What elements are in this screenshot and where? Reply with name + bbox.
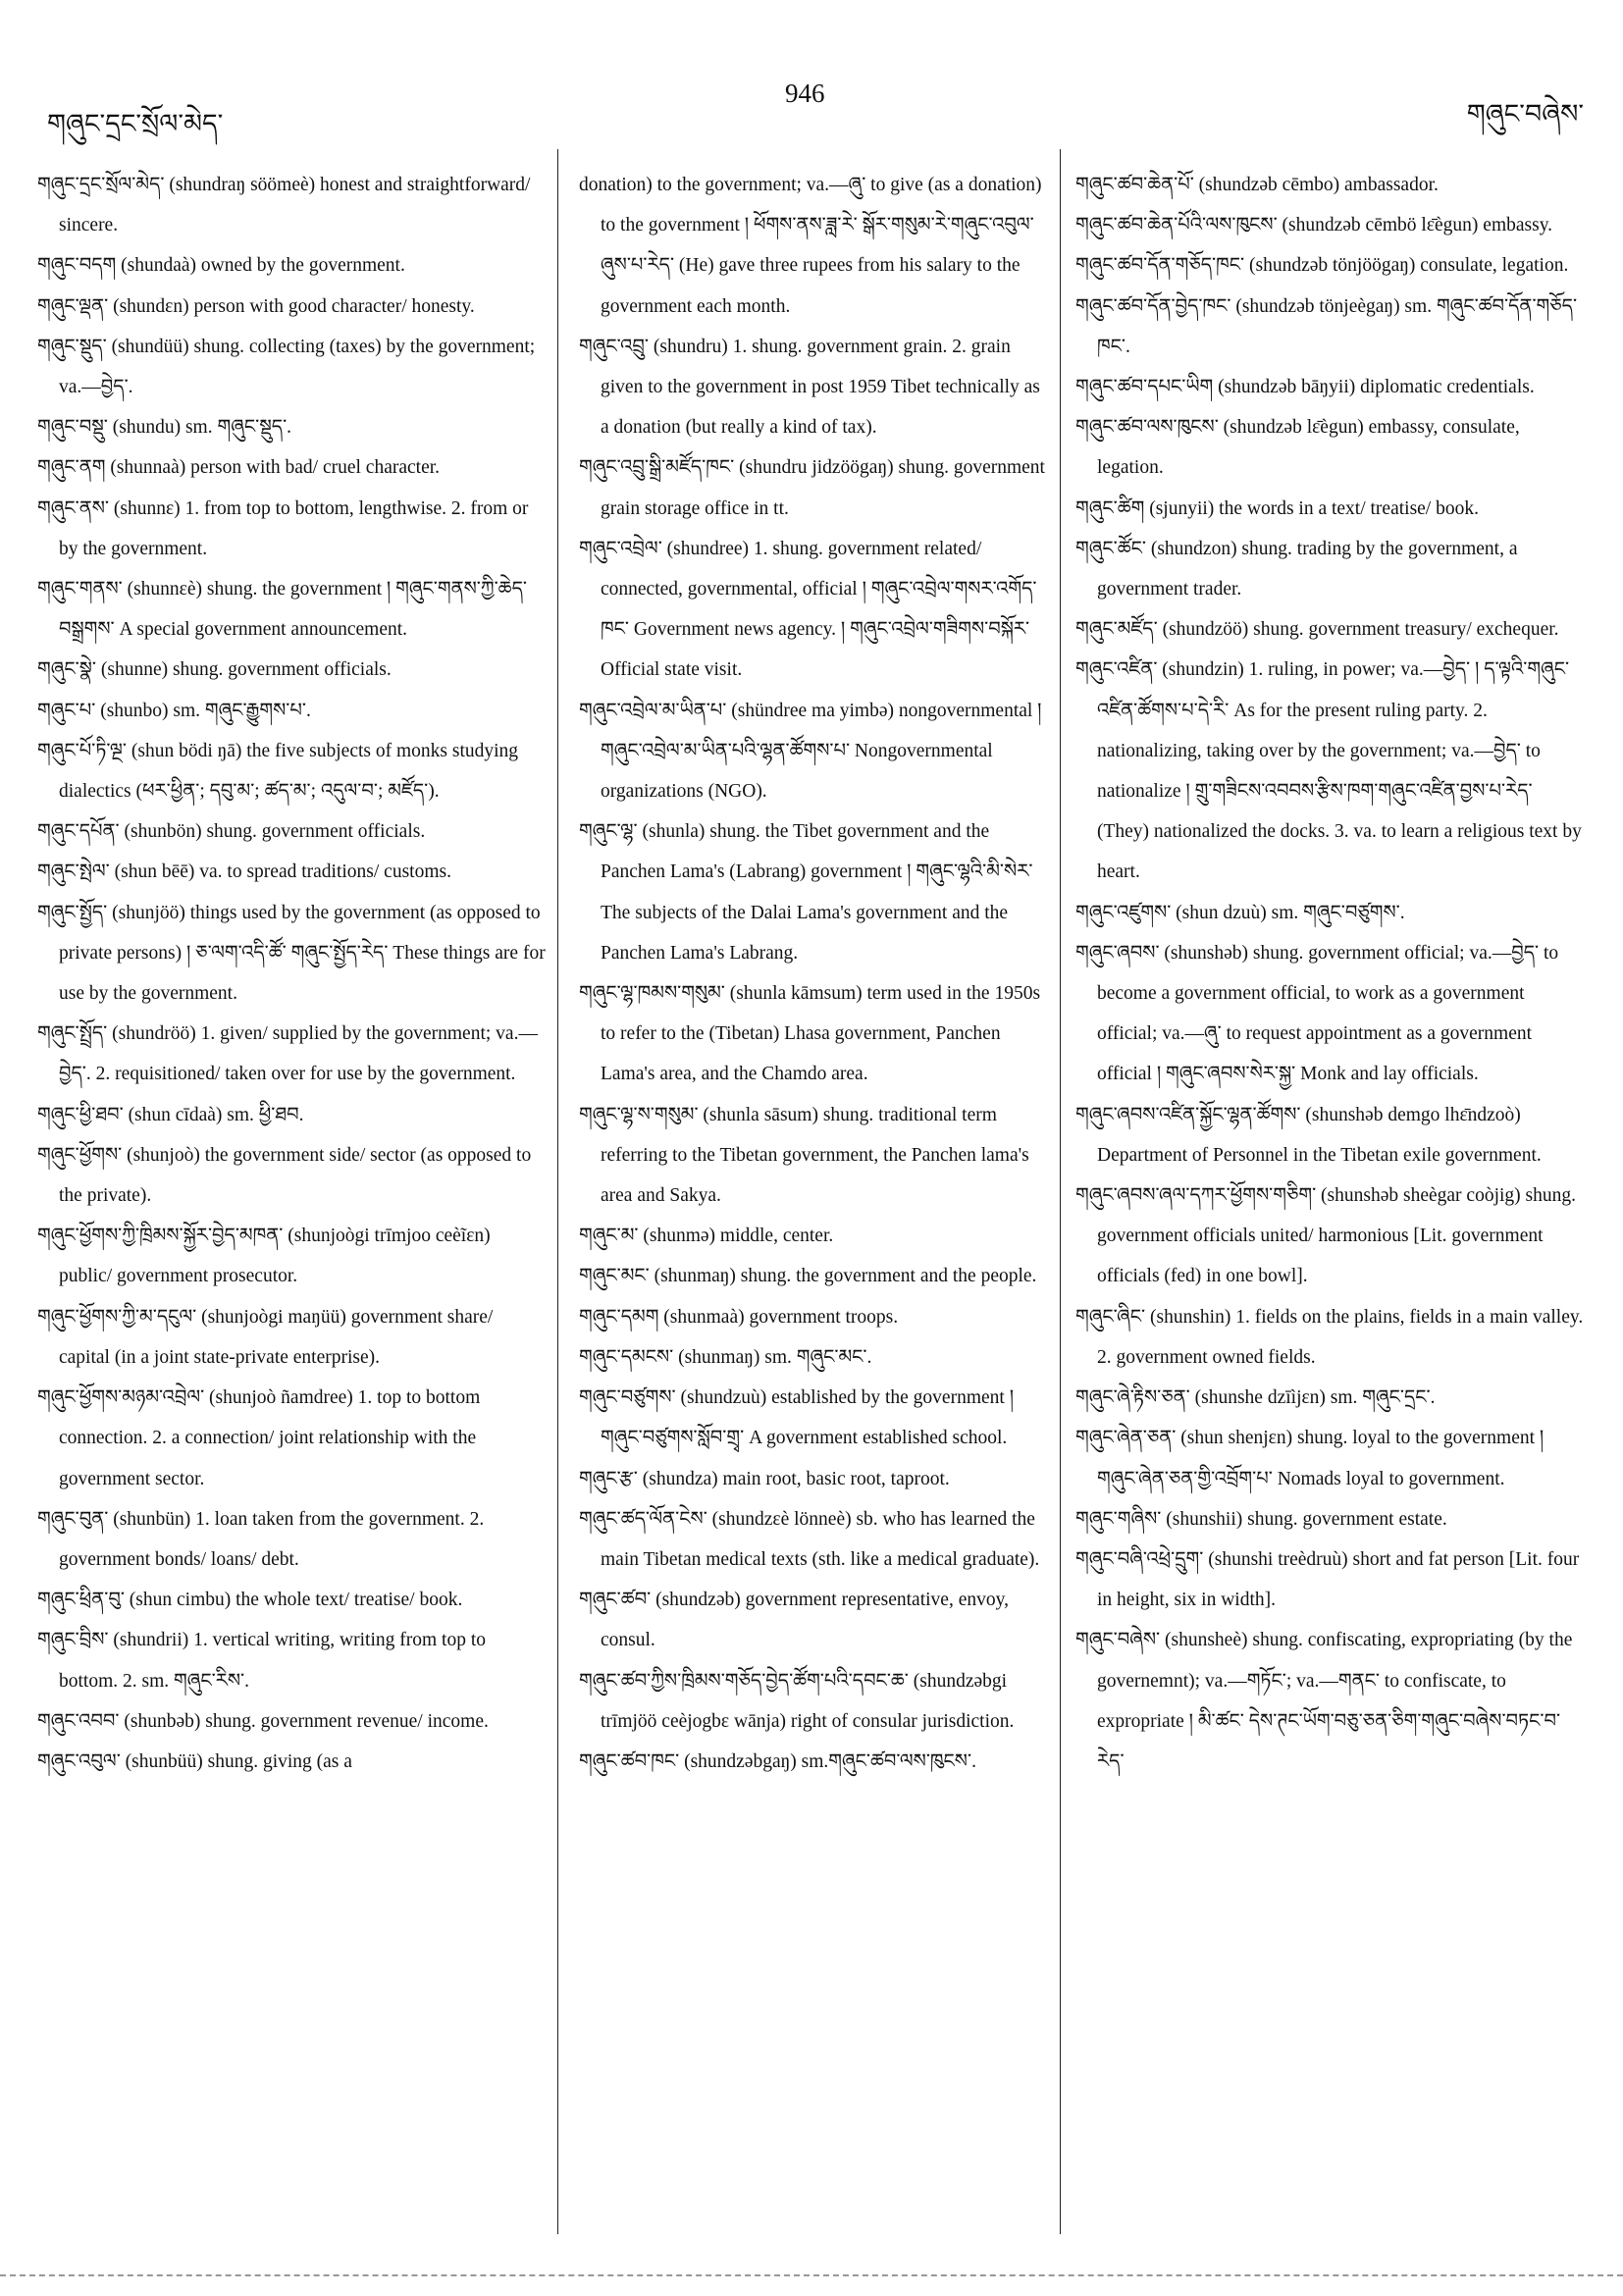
- dictionary-entry: གཞུང་ཞེ་རྟིས་ཅན་ (shunshe dzīìjɛn) sm. གཞུང་དྲང་.: [1075, 1387, 1436, 1409]
- dictionary-entry: གཞུང་འབྲུ་སྒྲི་མཛོད་ཁང་ (shundru jidzöögaŋ) shung. government grain storage office in tt.: [579, 457, 1045, 519]
- dictionary-entry: གཞུང་བདག (shundaà) owned by the government.: [37, 255, 405, 277]
- header-left-title: གཞུང་དྲང་སྲོལ་མེད་: [47, 109, 224, 139]
- dictionary-entry: གཞུང་སྤེལ་ (shun bēē) va. to spread traditions/ customs.: [37, 861, 451, 883]
- dictionary-entry: གཞུང་ཕྱི་ཐབ་ (shun cīdaà) sm. ཕྱི་ཐབ.: [37, 1104, 304, 1125]
- dictionary-entry: གཞུང་འབབ་ (shunbəb) shung. government revenue/ income.: [37, 1710, 489, 1732]
- dictionary-entry: གཞུང་ཚིག (sjunyii) the words in a text/ treatise/ book.: [1075, 497, 1479, 519]
- dictionary-entry: གཞུང་ཚབ་དཔང་ཡིག (shundzəb bāŋyii) diplomatic credentials.: [1075, 377, 1535, 398]
- dictionary-entry: གཞུང་གནས་ (shunnɛè) shung. the government ། གཞུང་གནས་ཀྱི་ཆེད་བསྒྲགས་ A special government announcement.: [37, 579, 527, 641]
- dictionary-entry: གཞུང་ཕྱོགས་ཀྱི་མ་དངུལ་ (shunjoògi maŋüü) government share/ capital (in a joint state-private enterprise).: [37, 1306, 494, 1368]
- dictionary-entry: གཞུང་མ་ (shunmə) middle, center.: [579, 1226, 834, 1247]
- dictionary-entry: གཞུང་ཕྱོགས་མཉམ་འབྲེལ་ (shunjoò ñamdree) 1. top to bottom connection. 2. a connection/ joint relationship with the government sector.: [37, 1387, 481, 1489]
- dictionary-entry: གཞུང་ལྷ་ས་གསུམ་ (shunla sāsum) shung. traditional term referring to the Tibetan government, the Panchen lama's area and Sakya.: [579, 1104, 1029, 1207]
- dictionary-entry: གཞུང་བཞི་འཕྲེ་དྲུག་ (shunshi treèdruù) short and fat person [Lit. four in height, six in width].: [1075, 1548, 1580, 1611]
- dictionary-entry: གཞུང་བཞེས་ (shunsheè) shung. confiscating, expropriating (by the governemnt); va.—གཏོང་; va.—གནང་ to confiscate, to expropriate ། མི་ཚང་ དེས་ཊང་ཡོག་བཅུ་ཅན་ཅིག་གཞུང་བཞེས་བཏང་བ་རེད་: [1075, 1630, 1573, 1772]
- page-bottom-rule: [0, 2274, 1623, 2276]
- dictionary-entry: གཞུང་གཞིས་ (shunshii) shung. government estate.: [1075, 1508, 1447, 1530]
- dictionary-entry: གཞུང་འཛུགས་ (shun dzuù) sm. གཞུང་བཙུགས་.: [1075, 902, 1405, 923]
- column-divider: [1060, 149, 1061, 2234]
- dictionary-entry: གཞུང་འབྲེལ་ (shundree) 1. shung. government related/ connected, governmental, official ། གཞུང་འབྲེལ་གསར་འགོད་ཁང་ Government news agency. ། གཞུང་འབྲེལ་གཟིགས་བསྐོར་ Official state visit.: [579, 538, 1037, 681]
- dictionary-entry: གཞུང་ཚབ་ཀྱིས་ཁྲིམས་གཅོད་བྱེད་ཚོག་པའི་དབང་ཆ་ (shundzəbgi trīmjöö ceèjogbɛ wānja) right of consular jurisdiction.: [579, 1670, 1015, 1732]
- dictionary-entry: གཞུང་ཚབ་ (shundzəb) government representative, envoy, consul.: [579, 1590, 1009, 1651]
- dictionary-entry: གཞུང་བྲིས་ (shundrii) 1. vertical writing, writing from top to bottom. 2. sm. གཞུང་རིས་.: [37, 1630, 486, 1692]
- dictionary-entry: གཞུང་འབུལ་ (shunbüü) shung. giving (as a: [37, 1750, 352, 1772]
- dictionary-entry: གཞུང་འཛིན་ (shundzin) 1. ruling, in power; va.—བྱེད་ ། ད་ལྟའི་གཞུང་འཛིན་ཚོགས་པ་དེ་རི་ As for the present ruling party. 2. nationalizing, taking over by the government; va.—བྱེད་ to nationalize ། གྲུ་གཟིངས་འབབས་རྩིས་ཁག་གཞུང་འཛིན་བྱས་པ་རེད་ (They) nationalized the docks. 3. va. to learn a religious text by heart.: [1075, 659, 1582, 883]
- dictionary-entry: གཞུང་ཞབས་ (shunshəb) shung. government official; va.—བྱེད་ to become a government official, to work as a government official; va.—ཞུ་ to request appointment as a government official ། གཞུང་ཞབས་སེར་སྐྱ་ Monk and lay officials.: [1075, 942, 1559, 1085]
- dictionary-entry: གཞུང་ཚབ་ཆེན་པོའི་ལས་ཁུངས་ (shundzəb cēmbö lɛ̄ègun) embassy.: [1075, 215, 1553, 236]
- dictionary-entry: གཞུང་ཞབས་འཛིན་སྐྱོང་ལྷན་ཚོགས་ (shunshəb demgo lhɛ̄ndzoò) Department of Personnel in the Tibetan exile government.: [1075, 1104, 1542, 1166]
- dictionary-entry: གཞུང་ཚད་ལོན་ངེས་ (shundzɛè lönneè) sb. who has learned the main Tibetan medical texts (sth. like a medical graduate).: [579, 1508, 1040, 1570]
- dictionary-entry: གཞུང་ཚོང་ (shundzon) shung. trading by the government, a government trader.: [1075, 538, 1518, 600]
- dictionary-entry: གཞུང་པ་ (shunbo) sm. གཞུང་རྒྱུགས་པ་.: [37, 700, 311, 721]
- dictionary-entry: གཞུང་ཚབ་དོན་བྱེད་ཁང་ (shundzəb tönjeègaŋ) sm. གཞུང་ཚབ་དོན་གཅོད་ཁང་.: [1075, 295, 1578, 357]
- dictionary-entry: གཞུང་བཙུགས་ (shundzuù) established by the government ། གཞུང་བཙུགས་སློབ་གྲྭ་ A government established school.: [579, 1387, 1015, 1449]
- dictionary-entry: གཞུང་ཕྱོགས་ (shunjoò) the government side/ sector (as opposed to the private).: [37, 1144, 532, 1207]
- dictionary-entry: གཞུང་ལྷ་ (shunla) shung. the Tibet government and the Panchen Lama's (Labrang) government ། གཞུང་ལྷའི་མི་སེར་ The subjects of the Dalai Lama's government and the Panchen Lama's Labrang.: [579, 821, 1033, 964]
- dictionary-entry: གཞུང་ཞིང་ (shunshin) 1. fields on the plains, fields in a main valley. 2. government owned fields.: [1075, 1306, 1584, 1368]
- dictionary-entry: གཞུང་ནས་ (shunnɛ) 1. from top to bottom, lengthwise. 2. from or by the government.: [37, 497, 529, 559]
- dictionary-entry: གཞུང་ཚབ་ཁང་ (shundzəbgaŋ) sm.གཞུང་ཚབ་ལས་ཁུངས་.: [579, 1750, 976, 1772]
- dictionary-entry: གཞུང་སྤྱོད་ (shunjöö) things used by the government (as opposed to private persons) ། ཅ་ལག་འདི་ཚོ་ གཞུང་སྤྱོད་རེད་ These things are for use by the government.: [37, 902, 546, 1005]
- dictionary-entry: གཞུང་མང་ (shunmaŋ) shung. the government and the people.: [579, 1266, 1037, 1287]
- column-divider: [557, 149, 558, 2234]
- dictionary-entry: གཞུང་ཕྲིན་བུ་ (shun cimbu) the whole text/ treatise/ book.: [37, 1590, 463, 1611]
- dictionary-entry: གཞུང་ཚབ་ཆེན་པོ་ (shundzəb cēmbo) ambassador.: [1075, 175, 1439, 195]
- dictionary-entry: གཞུང་དམངས་ (shunmaŋ) sm. གཞུང་མང་.: [579, 1346, 872, 1368]
- column-2: [579, 165, 1046, 1782]
- dictionary-entry: གཞུང་འབྲུ་ (shundru) 1. shung. government grain. 2. grain given to the government in post 1959 Tibet technically as a donation (but really a kind of tax).: [579, 336, 1040, 439]
- dictionary-entry: གཞུང་དཔོན་ (shunbön) shung. government officials.: [37, 821, 426, 843]
- dictionary-entry: གཞུང་ལྡན་ (shundɛn) person with good character/ honesty.: [37, 295, 475, 317]
- column-3: [1075, 165, 1586, 1782]
- dictionary-entry: གཞུང་འབྲེལ་མ་ཡིན་པ་ (shündree ma yimbə) nongovernmental ། གཞུང་འབྲེལ་མ་ཡིན་པའི་ལྷན་ཚོགས་པ་ Nongovernmental organizations (NGO).: [579, 700, 1042, 803]
- dictionary-entry: གཞུང་བུན་ (shunbün) 1. loan taken from the government. 2. government bonds/ loans/ debt.: [37, 1508, 485, 1570]
- dictionary-entry: གཞུང་མཛོད་ (shundzöö) shung. government treasury/ exchequer.: [1075, 619, 1559, 641]
- dictionary-entry: གཞུང་ཚབ་ལས་ཁུངས་ (shundzəb lɛ̄ègun) embassy, consulate, legation.: [1075, 417, 1520, 479]
- column-1: [37, 165, 548, 1782]
- dictionary-entry: གཞུང་དྲང་སྲོལ་མེད་ (shundraŋ söömeè) honest and straightforward/ sincere.: [37, 175, 531, 236]
- dictionary-entry: གཞུང་སྣེ་ (shunne) shung. government officials.: [37, 659, 392, 681]
- dictionary-entry: གཞུང་སྡུད་ (shundüü) shung. collecting (taxes) by the government; va.—བྱེད་.: [37, 336, 536, 398]
- dictionary-entry: donation) to the government; va.—ཞུ་ to give (as a donation) to the government ། ཕོགས་ནས་ཟླ་རེ་ སྒོར་གསུམ་རེ་གཞུང་འབུལ་ཞུས་པ་རེད་ (He) gave three rupees from his salary to the government each month.: [579, 175, 1042, 317]
- dictionary-entry: གཞུང་པོ་ཏི་ལྔ་ (shun bödi ŋā) the five subjects of monks studying dialectics (ཕར་ཕྱིན་; དབུ་མ་; ཚད་མ་; འདུལ་བ་; མཛོད་).: [37, 740, 519, 803]
- header-right-title: གཞུང་བཞེས་: [1466, 99, 1584, 130]
- dictionary-entry: གཞུང་ལྷ་ཁམས་གསུམ་ (shunla kāmsum) term used in the 1950s to refer to the (Tibetan) Lhasa government, Panchen Lama's area, and the Chamdo area.: [579, 983, 1041, 1085]
- page-number: 946: [785, 78, 825, 108]
- dictionary-entry: གཞུང་ཕྱོགས་ཀྱི་ཁྲིམས་སྐྱོར་བྱེད་མཁན་ (shunjoògi trīmjoo ceèĩɛn) public/ government prosecutor.: [37, 1226, 491, 1287]
- dictionary-entry: གཞུང་ཚབ་དོན་གཅོད་ཁང་ (shundzəb tönjöögaŋ) consulate, legation.: [1075, 255, 1569, 277]
- dictionary-entry: གཞུང་བསྡུ་ (shundu) sm. གཞུང་སྡུད་.: [37, 417, 292, 439]
- dictionary-entry: གཞུང་དམག (shunmaà) government troops.: [579, 1306, 899, 1328]
- dictionary-entry: གཞུང་ནག (shunnaà) person with bad/ cruel character.: [37, 457, 441, 479]
- dictionary-entry: གཞུང་སྤྲོད་ (shundröö) 1. given/ supplied by the government; va.—བྱེད་. 2. requisitioned/ taken over for use by the government.: [37, 1023, 538, 1085]
- dictionary-entry: གཞུང་ཞེན་ཅན་ (shun shenjɛn) shung. loyal to the government ། གཞུང་ཞེན་ཅན་གྱི་འབྲོག་པ་ Nomads loyal to government.: [1075, 1428, 1544, 1489]
- dictionary-entry: གཞུང་རྩ་ (shundza) main root, basic root, taproot.: [579, 1468, 950, 1489]
- dictionary-entry: གཞུང་ཞབས་ཞལ་དཀར་ཕྱོགས་གཅིག་ (shunshəb sheègar coòjig) shung. government officials united/ harmonious [Lit. government officials (fed) in one bowl].: [1075, 1185, 1576, 1287]
